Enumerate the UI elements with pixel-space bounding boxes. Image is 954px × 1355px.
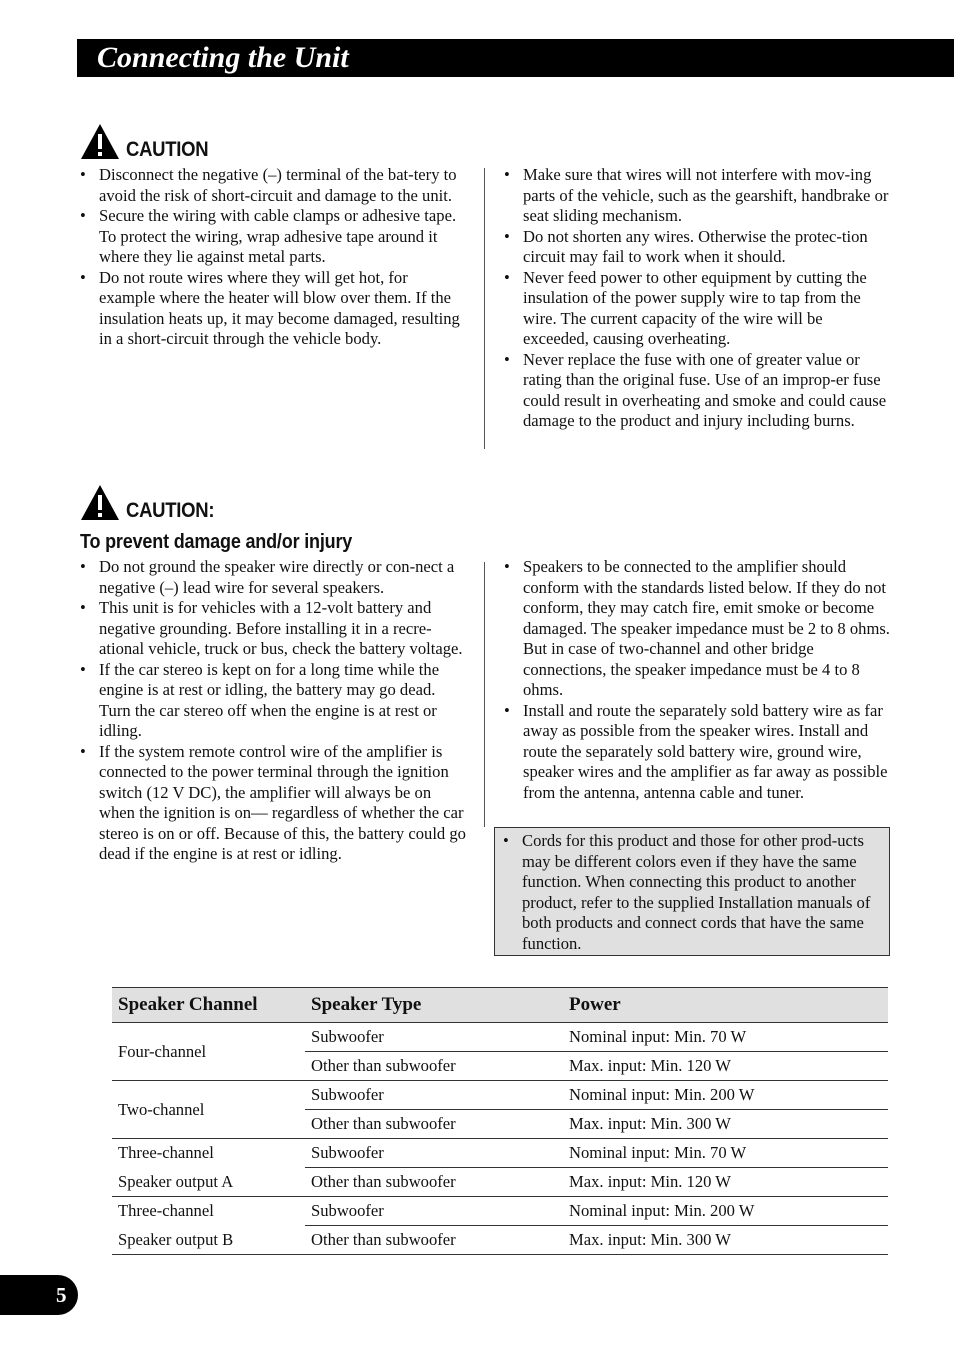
list-item: • If the car stereo is kept on for a long time while the engine is at rest or idling, the battery may go dead. Turn the car stereo off when the engine is at rest or idling. (80, 660, 466, 742)
type-cell: Subwoofer (305, 1139, 563, 1168)
channel-cell: Two-channel (112, 1081, 305, 1139)
power-cell: Nominal input: Min. 70 W (563, 1023, 888, 1052)
channel-cell: Speaker output A (112, 1168, 305, 1197)
list-item: • Disconnect the negative (–) terminal of the bat-tery to avoid the risk of short-circuit and damage to the unit. (80, 165, 466, 206)
warning-icon (80, 484, 120, 522)
channel-cell: Three-channel (118, 1201, 214, 1221)
page-number: 5 (56, 1283, 67, 1307)
caution-heading-2 (80, 484, 226, 522)
table-row (112, 1197, 888, 1226)
list-item: • Do not route wires where they will get hot, for example where the heater will blow over them. If the insulation heats up, it may become damaged, resulting in a short-circuit through the vehicle body. (80, 268, 466, 350)
type-cell: Other than subwoofer (305, 1168, 563, 1197)
power-cell: Nominal input: Min. 200 W (563, 1197, 888, 1226)
title-bar (77, 39, 954, 77)
type-cell: Subwoofer (305, 1023, 563, 1052)
list-item: • Do not ground the speaker wire directly or con-nect a negative (–) lead wire for several speakers. (80, 557, 466, 598)
warning-icon (80, 123, 120, 161)
list-item: • Do not shorten any wires. Otherwise the protec-tion circuit may fail to work when it should. (504, 227, 890, 268)
caution-heading (80, 123, 220, 161)
power-cell: Max. input: Min. 120 W (563, 1052, 888, 1081)
list-item: • Speakers to be connected to the amplifier should conform with the standards listed below. If they do not conform, they may catch fire, emit smoke or become damaged. The speaker impedance must be 2 to 8 ohms. But in case of two-channel and other bridge connections, the speaker impedance must be 4 to 8 ohms. (504, 557, 890, 701)
channel-cell: Speaker output B (112, 1226, 305, 1255)
type-cell: Other than subwoofer (305, 1226, 563, 1255)
note-list (503, 831, 883, 954)
table-row (112, 1226, 888, 1255)
column-header: Speaker Type (305, 988, 563, 1023)
list-item: • This unit is for vehicles with a 12-volt battery and negative grounding. Before installing it in a recre-ational vehicle, truck or bus, check the battery voltage. (80, 598, 466, 660)
power-cell: Max. input: Min. 300 W (563, 1226, 888, 1255)
column-divider (484, 168, 485, 449)
power-cell: Nominal input: Min. 200 W (563, 1081, 888, 1110)
table-row (112, 1023, 888, 1052)
table-row (112, 1139, 888, 1168)
list-item: • Make sure that wires will not interfere with mov-ing parts of the vehicle, such as the gearshift, handbrake or seat sliding mechanism. (504, 165, 890, 227)
column-header: Power (563, 988, 888, 1023)
list-item: • Never replace the fuse with one of greater value or rating than the original fuse. Use of an improp-er fuse could result in overheating and smoke and could cause damage to the product and injury including burns. (504, 350, 890, 432)
type-cell: Subwoofer (305, 1081, 563, 1110)
list-item: • Install and route the separately sold battery wire as far away as possible from the speaker wires. Install and route the separately sold battery wire, ground wire, speaker wires and the amplifier as far away as possible from the antenna, antenna cable and tuner. (504, 701, 890, 804)
list-item: • Never feed power to other equipment by cutting the insulation of the power supply wire to tap from the wire. The current capacity of the wire will be exceeded, causing overheating. (504, 268, 890, 350)
caution-list-right (504, 165, 890, 432)
list-item: • If the system remote control wire of the amplifier is connected to the power terminal through the ignition switch (12 V DC), the amplifier will always be on when the ignition is on— regardless of whether the car stereo is on or off. Because of this, the battery could go dead if the engine is at rest or idling. (80, 742, 466, 865)
table-row (112, 1081, 888, 1110)
speaker-table (112, 987, 888, 1255)
power-cell: Max. input: Min. 120 W (563, 1168, 888, 1197)
list-item: • Secure the wiring with cable clamps or adhesive tape. To protect the wiring, wrap adhesive tape around it where they lie against metal parts. (80, 206, 466, 268)
caution-label: CAUTION: (126, 499, 215, 522)
caution-label: CAUTION (126, 138, 209, 161)
subheading: To prevent damage and/or injury (80, 531, 353, 553)
caution-list-left (80, 165, 466, 350)
column-header: Speaker Channel (112, 988, 305, 1023)
channel-cell: Three-channel (118, 1143, 214, 1163)
table-header-row (112, 988, 888, 1023)
type-cell: Other than subwoofer (305, 1110, 563, 1139)
type-cell: Subwoofer (305, 1197, 563, 1226)
note-box (494, 827, 890, 956)
caution2-list-left (80, 557, 466, 865)
column-divider (484, 562, 485, 827)
power-cell: Max. input: Min. 300 W (563, 1110, 888, 1139)
type-cell: Other than subwoofer (305, 1052, 563, 1081)
page-number-tab (0, 1275, 78, 1315)
power-cell: Nominal input: Min. 70 W (563, 1139, 888, 1168)
caution2-list-right (504, 557, 890, 803)
table-row (112, 1168, 888, 1197)
channel-cell: Four-channel (112, 1023, 305, 1081)
page-title: Connecting the Unit (97, 41, 349, 74)
note-text: • Cords for this product and those for other prod-ucts may be different colors even if they have the same function. When connecting this product to another product, refer to the supplied Installation manuals of both products and connect cords that have the same function. (503, 831, 883, 954)
